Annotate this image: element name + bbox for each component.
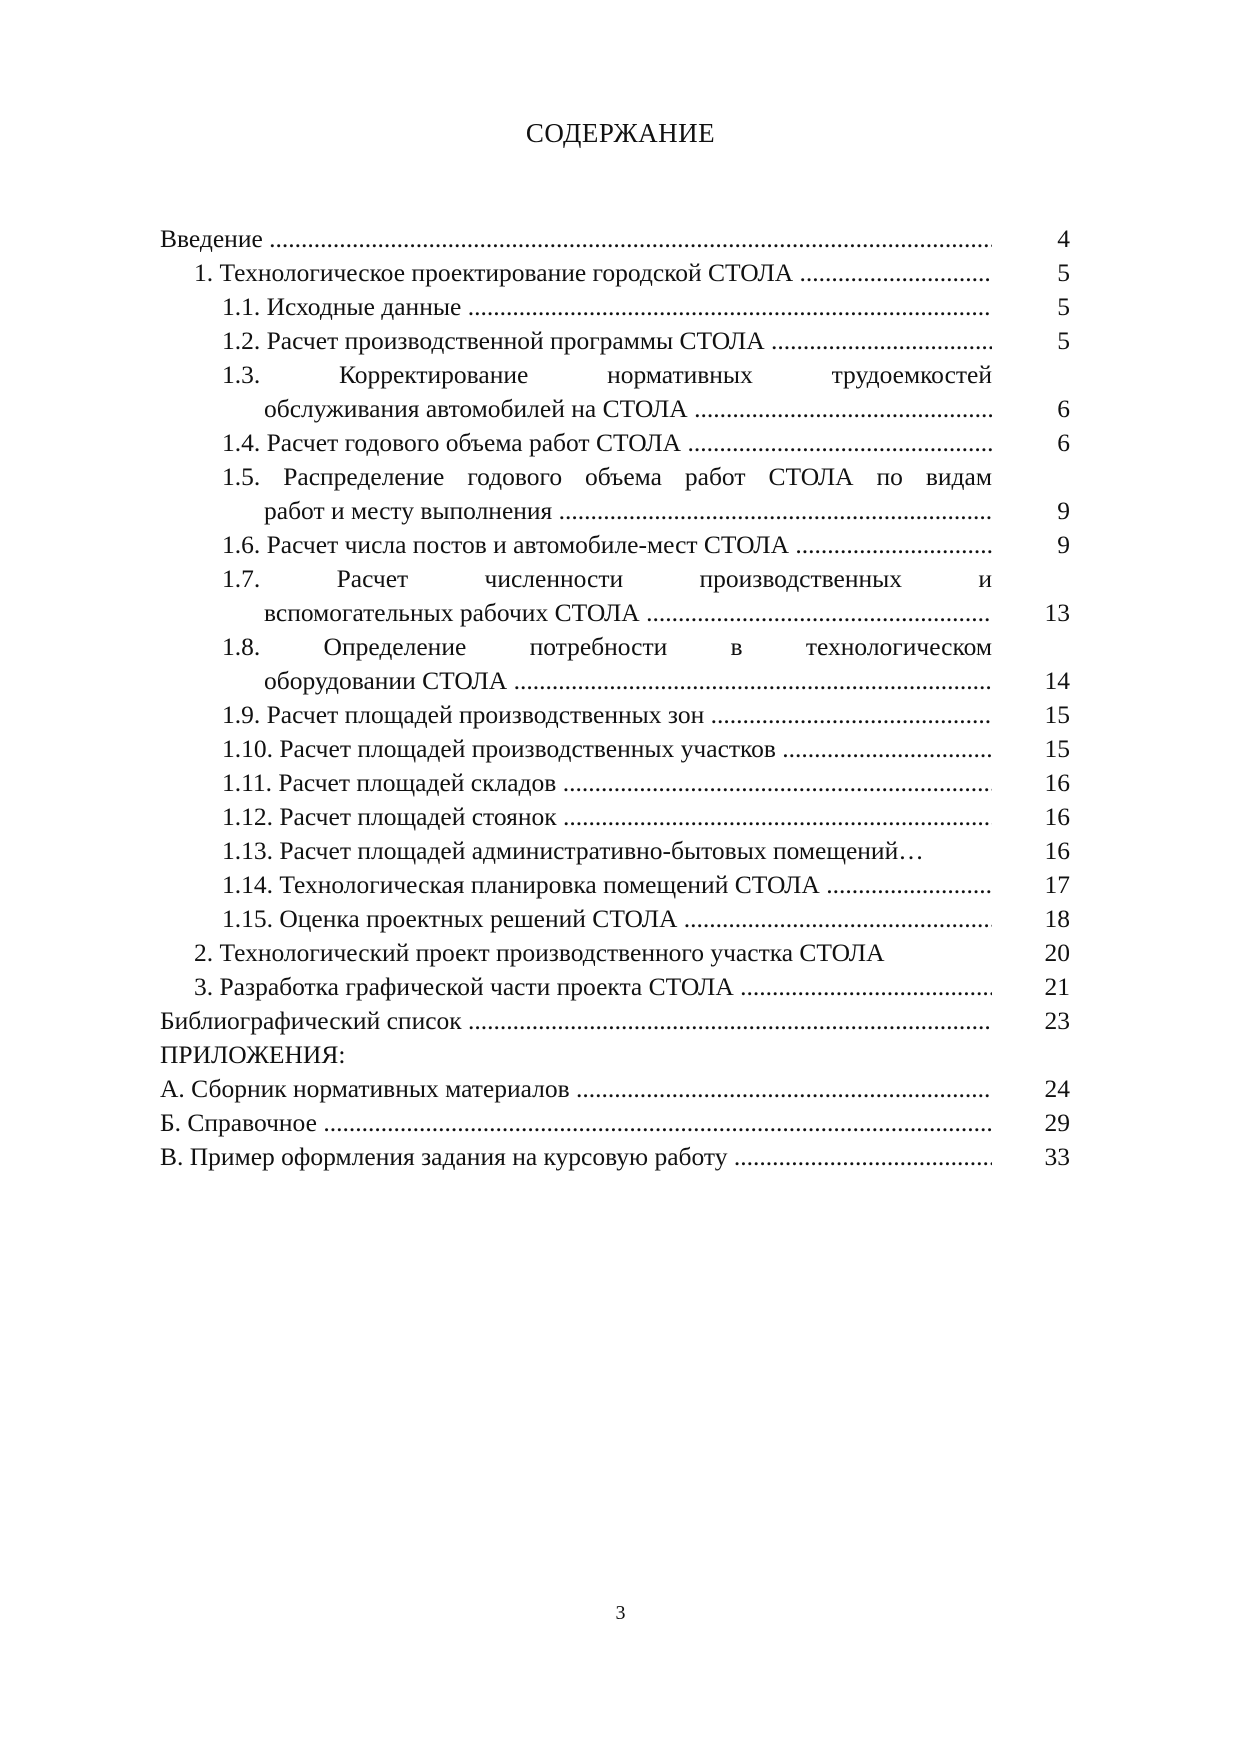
toc-entry-label: Б. Справочное ..... — [160, 1106, 992, 1140]
toc-entry-label: 1.15. Оценка проектных решений СТОЛА ..... — [160, 902, 992, 936]
toc-entry-label: 1.9. Расчет площадей производственных зон ..... — [160, 698, 992, 732]
toc-entry-section-1-3-line1[interactable] — [160, 358, 1070, 392]
toc-entry-label: 1.14. Технологическая планировка помещений СТОЛА ..... — [160, 868, 992, 902]
toc-entry-page: 4 — [1057, 224, 1070, 253]
toc-entry-introduction[interactable] — [160, 222, 1070, 256]
toc-entry-page: 17 — [1044, 870, 1070, 899]
toc-entry-section-1-7-line2[interactable] — [160, 596, 1070, 630]
toc-entry-section-1-15[interactable] — [160, 902, 1070, 936]
toc-entry-page: 15 — [1044, 734, 1070, 763]
toc-entry-bibliography[interactable] — [160, 1004, 1070, 1038]
toc-entry-section-1-7-line1[interactable] — [160, 562, 1070, 596]
toc-entry-appendix-b[interactable] — [160, 1106, 1070, 1140]
toc-entry-section-1-6[interactable] — [160, 528, 1070, 562]
toc-entry-section-1-8-line1[interactable] — [160, 630, 1070, 664]
toc-entry-page: 20 — [1044, 938, 1070, 967]
toc-entry-label: 1.3. Корректирование нормативных трудоемкостей — [222, 360, 992, 389]
toc-entry-page: 16 — [1044, 768, 1070, 797]
toc-entry-section-1[interactable] — [160, 256, 1070, 290]
toc-entry-page: 18 — [1044, 904, 1070, 933]
toc-entry-label: 1. Технологическое проектирование городской СТОЛА ..... — [160, 256, 992, 290]
toc-entry-section-1-4[interactable] — [160, 426, 1070, 460]
toc-entry-label-continued: обслуживания автомобилей на СТОЛА ..... — [160, 392, 992, 426]
toc-entry-section-1-13[interactable] — [160, 834, 1070, 868]
toc-entry-label: 1.5. Распределение годового объема работ СТОЛА по видам — [222, 462, 992, 491]
toc-entry-label: В. Пример оформления задания на курсовую работу ..... — [160, 1140, 992, 1174]
table-of-contents — [160, 222, 1070, 1174]
toc-entry-label: 2. Технологический проект производственного участка СТОЛА — [194, 938, 885, 967]
toc-entry-section-1-8-line2[interactable] — [160, 664, 1070, 698]
appendices-heading: ПРИЛОЖЕНИЯ: — [160, 1040, 346, 1069]
toc-entry-label: 1.1. Исходные данные ..... — [160, 290, 992, 324]
toc-entry-label-continued: работ и месту выполнения ..... — [160, 494, 992, 528]
toc-entry-page: 14 — [1044, 666, 1070, 695]
toc-entry-page: 6 — [1057, 428, 1070, 457]
toc-entry-page: 24 — [1044, 1074, 1070, 1103]
toc-entry-section-1-9[interactable] — [160, 698, 1070, 732]
toc-entry-section-1-2[interactable] — [160, 324, 1070, 358]
toc-entry-label: 1.6. Расчет числа постов и автомобиле-мест СТОЛА ..... — [160, 528, 992, 562]
toc-entry-page: 23 — [1044, 1006, 1070, 1035]
toc-entry-page: 5 — [1057, 292, 1070, 321]
toc-entry-label: 1.12. Расчет площадей стоянок ..... — [160, 800, 992, 834]
toc-entry-appendix-a[interactable] — [160, 1072, 1070, 1106]
toc-entry-page: 21 — [1044, 972, 1070, 1001]
toc-appendices-heading — [160, 1038, 1070, 1072]
toc-entry-label: 1.2. Расчет производственной программы СТОЛА ..... — [160, 324, 992, 358]
toc-entry-section-1-14[interactable] — [160, 868, 1070, 902]
toc-entry-label: 1.8. Определение потребности в технологическом — [222, 632, 992, 661]
toc-entry-section-1-5-line2[interactable] — [160, 494, 1070, 528]
toc-entry-section-1-1[interactable] — [160, 290, 1070, 324]
toc-entry-appendix-c[interactable] — [160, 1140, 1070, 1174]
toc-entry-page: 15 — [1044, 700, 1070, 729]
page-title: СОДЕРЖАНИЕ — [525, 118, 716, 148]
toc-entry-page: 13 — [1044, 598, 1070, 627]
toc-entry-section-1-5-line1[interactable] — [160, 460, 1070, 494]
toc-entry-page: 33 — [1044, 1142, 1070, 1171]
toc-entry-label: А. Сборник нормативных материалов ..... — [160, 1072, 992, 1106]
toc-entry-section-1-12[interactable] — [160, 800, 1070, 834]
toc-entry-page: 16 — [1044, 836, 1070, 865]
toc-entry-page: 5 — [1057, 258, 1070, 287]
toc-entry-label: 1.13. Расчет площадей административно-бытовых помещений… — [222, 836, 924, 865]
toc-entry-section-1-11[interactable] — [160, 766, 1070, 800]
toc-entry-section-2[interactable] — [160, 936, 1070, 970]
toc-entry-section-1-10[interactable] — [160, 732, 1070, 766]
toc-entry-section-1-3-line2[interactable] — [160, 392, 1070, 426]
toc-entry-page: 5 — [1057, 326, 1070, 355]
toc-entry-page: 9 — [1057, 496, 1070, 525]
toc-entry-page: 29 — [1044, 1108, 1070, 1137]
toc-entry-page: 6 — [1057, 394, 1070, 423]
toc-entry-label: 1.11. Расчет площадей складов ..... — [160, 766, 992, 800]
toc-entry-label: 1.4. Расчет годового объема работ СТОЛА ..... — [160, 426, 992, 460]
toc-entry-label-continued: оборудовании СТОЛА ..... — [160, 664, 992, 698]
toc-entry-page: 16 — [1044, 802, 1070, 831]
toc-entry-label: Введение ..... — [160, 222, 992, 256]
page-number: 3 — [615, 1602, 626, 1624]
toc-entry-label: Библиографический список ..... — [160, 1004, 992, 1038]
toc-entry-label: 1.10. Расчет площадей производственных участков ..... — [160, 732, 992, 766]
toc-entry-label-continued: вспомогательных рабочих СТОЛА ..... — [160, 596, 992, 630]
toc-entry-label: 3. Разработка графической части проекта СТОЛА ..... — [160, 970, 992, 1004]
toc-entry-page: 9 — [1057, 530, 1070, 559]
toc-entry-section-3[interactable] — [160, 970, 1070, 1004]
toc-entry-label: 1.7. Расчет численности производственных и — [222, 564, 992, 593]
